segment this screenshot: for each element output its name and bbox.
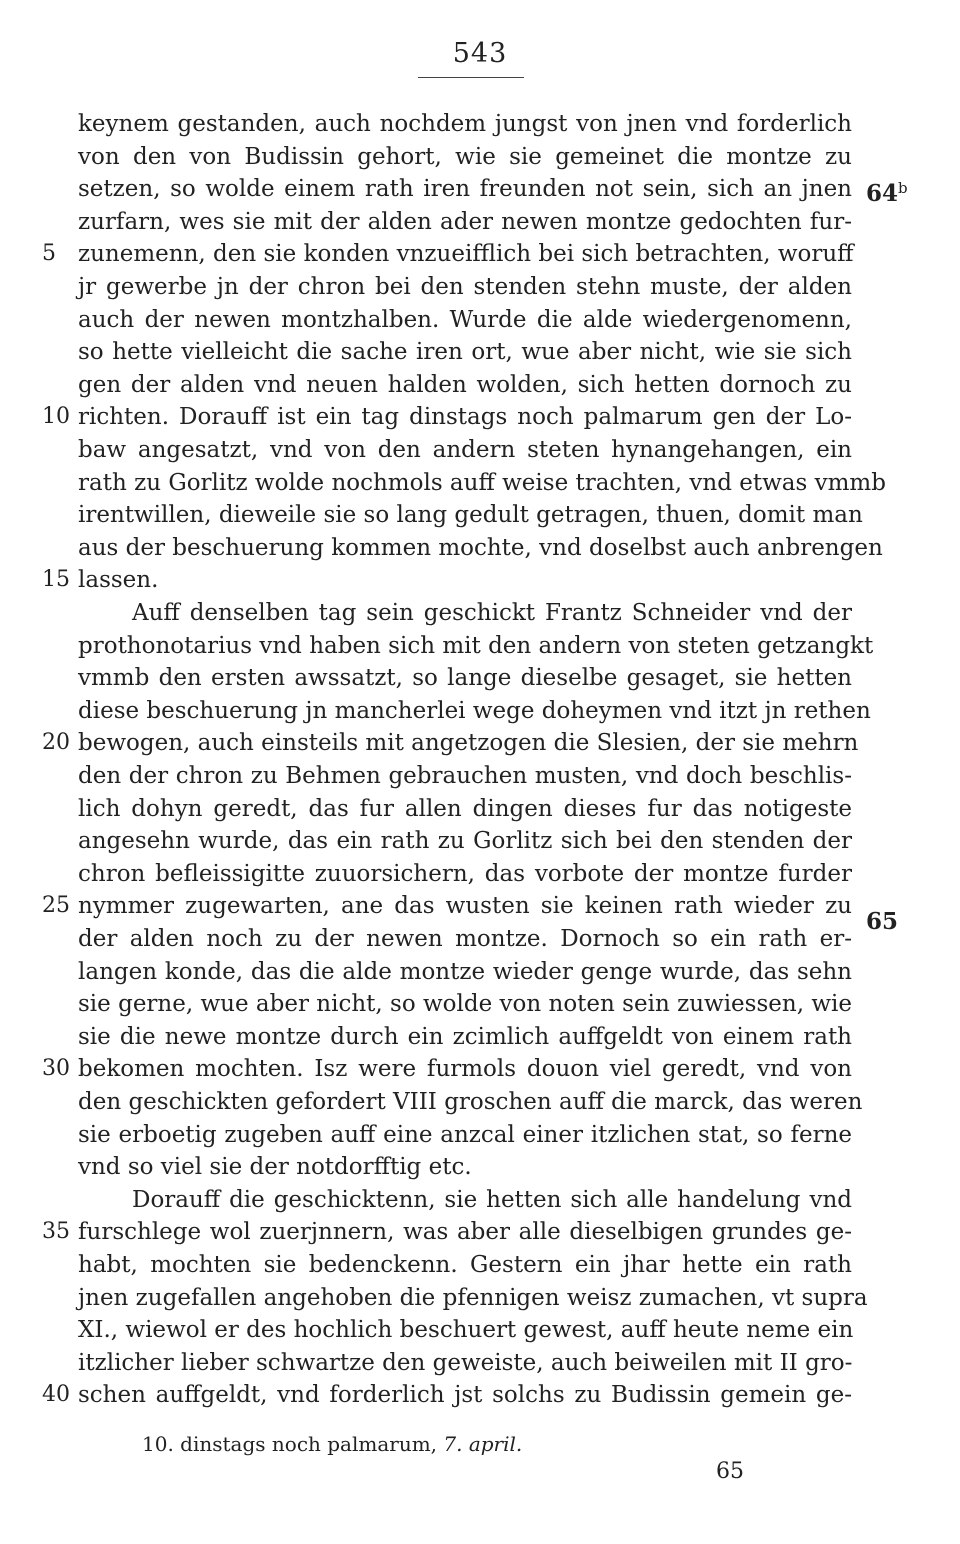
- text-line: zurfarn, wes sie mit der alden ader newen montze gedochten fur-: [78, 209, 852, 235]
- text-line: Auff denselben tag sein geschickt Frantz Schneider vnd der: [132, 600, 852, 626]
- text-line: lassen.: [78, 567, 159, 593]
- text-line: richten. Dorauff ist ein tag dinstags noch palmarum gen der Lo-: [78, 404, 852, 430]
- text-line: schen auffgeldt, vnd forderlich jst solchs zu Budissin gemein ge-: [78, 1382, 852, 1408]
- margin-ref-65: [866, 906, 898, 938]
- text-line: Dorauff die geschicktenn, sie hetten sich alle handelung vnd: [132, 1187, 852, 1213]
- text-line: rath zu Gorlitz wolde nochmols auff weise trachten, vnd etwas vmmb: [78, 470, 886, 496]
- text-line: der alden noch zu der newen montze. Dornoch so ein rath er-: [78, 926, 852, 952]
- line-number: 25: [42, 893, 70, 918]
- text-line: XI., wiewol er des hochlich beschuert gewest, auff heute neme ein: [78, 1317, 854, 1343]
- page-number: 543: [452, 38, 508, 69]
- margin-ref-label: 65: [866, 908, 899, 935]
- text-line: gen der alden vnd neuen halden wolden, sich hetten dornoch zu: [78, 372, 852, 398]
- text-line: den geschickten gefordert VIII groschen auff die marck, das weren: [78, 1089, 863, 1115]
- text-line: chron befleissigitte zuuorsichern, das vorbote der montze furder: [78, 861, 852, 887]
- text-line: sie erboetig zugeben auff eine anzcal einer itzlichen stat, so ferne: [78, 1122, 852, 1148]
- text-line: jr gewerbe jn der chron bei den stenden stehn muste, der alden: [78, 274, 852, 300]
- text-line: baw angesatzt, vnd von den andern steten hynangehangen, ein: [78, 437, 852, 463]
- text-line: langen konde, das die alde montze wieder genge wurde, das sehn: [78, 959, 852, 985]
- margin-ref-label: 64: [866, 180, 899, 207]
- text-line: bewogen, auch einsteils mit angetzogen die Slesien, der sie mehrn: [78, 730, 859, 756]
- text-line: nymmer zugewarten, ane das wusten sie keinen rath wieder zu: [78, 893, 852, 919]
- text-line: diese beschuerung jn mancherlei wege doheymen vnd itzt jn rethen: [78, 698, 871, 724]
- margin-ref-sup: b: [898, 179, 908, 197]
- text-line: itzlicher lieber schwartze den geweiste, auch beiweilen mit II gro-: [78, 1350, 853, 1376]
- text-line: keynem gestanden, auch nochdem jungst von jnen vnd forderlich: [78, 111, 852, 137]
- text-line: zunemenn, den sie konden vnzueifflich bei sich betrachten, woruff: [78, 241, 854, 267]
- footnote: [142, 1430, 522, 1458]
- line-number: 40: [42, 1382, 70, 1407]
- line-number: 20: [42, 730, 70, 755]
- text-line: setzen, so wolde einem rath iren freunden not sein, sich an jnen: [78, 176, 852, 202]
- line-number: 10: [42, 404, 70, 429]
- signature-mark: 65: [716, 1459, 744, 1484]
- text-line: prothonotarius vnd haben sich mit den andern von steten getzangkt: [78, 633, 874, 659]
- text-line: angesehn wurde, das ein rath zu Gorlitz sich bei den stenden der: [78, 828, 852, 854]
- line-number: 15: [42, 567, 70, 592]
- footnote-label: 10. dinstags noch palmarum,: [142, 1432, 438, 1456]
- text-line: vnd so viel sie der notdorfftig etc.: [78, 1154, 472, 1180]
- text-line: vmmb den ersten awssatzt, so lange dieselbe gesaget, sie hetten: [78, 665, 852, 691]
- line-number: 30: [42, 1056, 70, 1081]
- text-line: jnen zugefallen angehoben die pfennigen weisz zumachen, vt supra: [78, 1285, 868, 1311]
- text-line: bekomen mochten. Isz were furmols douon viel geredt, vnd von: [78, 1056, 852, 1082]
- text-line: lich dohyn geredt, das fur allen dingen dieses fur das notigeste: [78, 796, 852, 822]
- text-line: sie gerne, wue aber nicht, so wolde von noten sein zuwiessen, wie: [78, 991, 852, 1017]
- text-line: habt, mochten sie bedenckenn. Gestern ein jhar hette ein rath: [78, 1252, 852, 1278]
- line-number: 35: [42, 1219, 70, 1244]
- text-line: irentwillen, dieweile sie so lang gedult getragen, thuen, domit man: [78, 502, 863, 528]
- text-line: von den von Budissin gehort, wie sie gemeinet die montze zu: [78, 144, 852, 170]
- margin-ref-64b: [866, 172, 908, 210]
- text-line: auch der newen montzhalben. Wurde die alde wiedergenomenn,: [78, 307, 852, 333]
- text-line: sie die newe montze durch ein zcimlich auffgeldt von einem rath: [78, 1024, 852, 1050]
- text-line: so hette vielleicht die sache iren ort, wue aber nicht, wie sie sich: [78, 339, 852, 365]
- text-line: den der chron zu Behmen gebrauchen musten, vnd doch beschlis-: [78, 763, 852, 789]
- text-line: aus der beschuerung kommen mochte, vnd doselbst auch anbrengen: [78, 535, 883, 561]
- text-line: furschlege wol zuerjnnern, was aber alle dieselbigen grundes ge-: [78, 1219, 852, 1245]
- footnote-date: 7. april.: [443, 1432, 523, 1456]
- line-number: 5: [42, 241, 56, 266]
